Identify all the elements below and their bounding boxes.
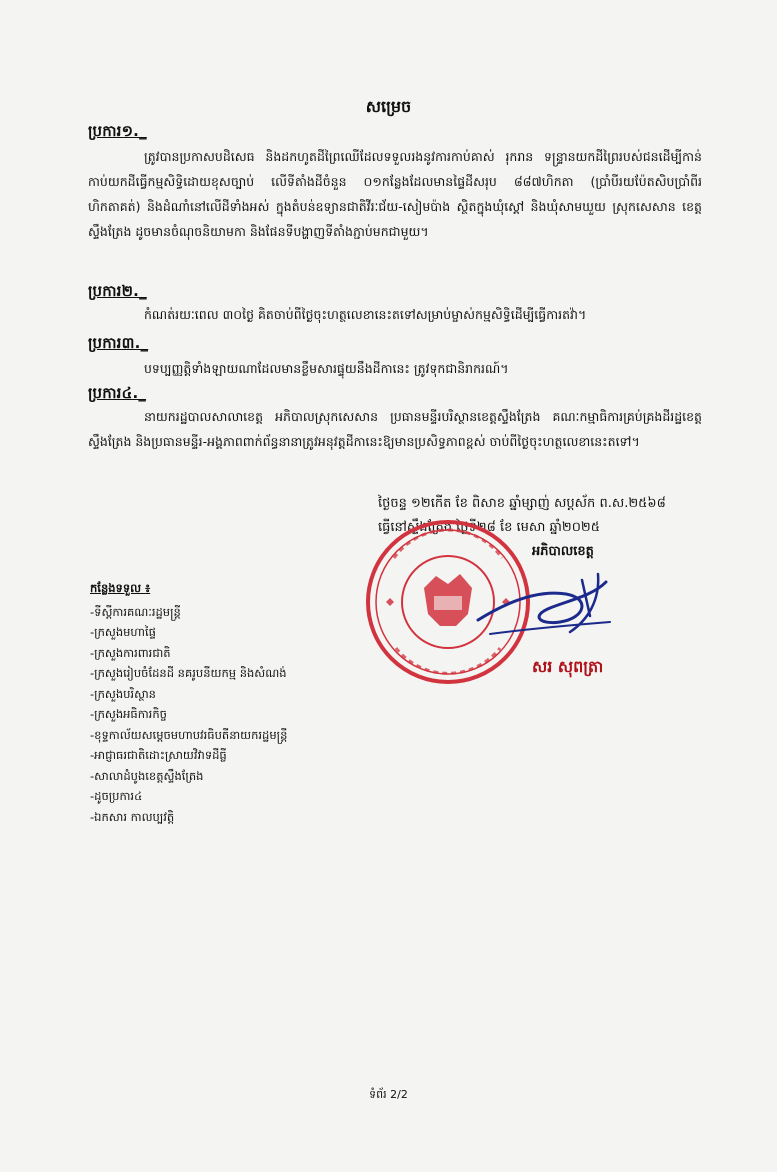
article-2-title: ប្រការ២._	[88, 282, 147, 300]
recipient-item: -ឯកសារ កាលប្បវត្តិ	[90, 809, 175, 824]
article-2-text: កំណត់រយៈពេល ៣០ថ្ងៃ គិតចាប់ពីថ្ងៃចុះហត្ថលេខានេះតទៅសម្រាប់ម្ចាស់កម្មសិទ្ធិដើម្បីធ្វើការតវ៉ា។	[144, 307, 587, 322]
recipient-item: -ក្រសួងមហាផ្ទៃ	[90, 625, 156, 639]
recipient-item: -ក្រសួងរៀបចំដែនដី នគរូបនីយកម្ម និងសំណង់	[90, 666, 287, 680]
recipient-item: -ខុទ្ទកាល័យសម្តេចមហាបវរធិបតីនាយករដ្ឋមន្ត្រី	[90, 727, 288, 742]
page-number: ទំព័រ 2/2	[369, 1088, 408, 1101]
recipient-item: -សាលាដំបូងខេត្តស្ទឹងត្រែង	[90, 768, 204, 783]
governor-title: អភិបាលខេត្ត	[532, 544, 594, 559]
decision-heading: សម្រេច	[365, 97, 412, 116]
recipient-item: -ក្រសួងការពារជាតិ	[90, 645, 171, 660]
article-1-text: ត្រូវបានប្រកាសបដិសេធ និងដកហូតដីព្រៃឈើដែលទទួលរងនូវការកាប់គាស់ រុករាន ទន្ទ្រានយកដីព្រៃរបស់ជនដើម្បីកាន់កាប់យកដីធ្វើកម្មសិទ្ធិដោយខុសច្បាប់ លើទីតាំងដីចំនួន ០១កន្លែងដែលមានផ្ទៃដីសរុប ៨៨៧ហិកតា (ប្រាំបីរយប៉ែតសិបប្រាំពីរហិកតាគត់) និងដំណាំនៅលើដីទាំងអស់ ក្នុងតំបន់ឧទ្យានជាតិវីរៈជ័យ-សៀមប៉ាង ស្ថិតក្នុងឃុំស្តៅ និងឃុំសាមឃួយ ស្រុកសេសាន ខេត្តស្ទឹងត្រែង ដូចមានចំណុចនិយាមកា និងផែនទីបង្ហាញទីតាំងភ្ជាប់មកជាមួយ។	[88, 149, 702, 239]
governor-signature	[470, 560, 620, 650]
recipients-list	[90, 578, 287, 827]
article-4-text: នាយករដ្ឋបាលសាលាខេត្ត អភិបាលស្រុកសេសាន ប្រធានមន្ទីរបរិស្ថានខេត្តស្ទឹងត្រែង គណៈកម្មាធិការគ្រប់គ្រងដីរដ្ឋខេត្តស្ទឹងត្រែង និងប្រធានមន្ទីរ-អង្គភាពពាក់ព័ន្ធនានាត្រូវអនុវត្តដីកានេះឱ្យមានប្រសិទ្ធភាពខ្ពស់ ចាប់ពីថ្ងៃចុះហត្ថលេខានេះតទៅ។	[88, 409, 702, 449]
article-1-title: ប្រការ១._	[88, 122, 147, 140]
article-4-title: ប្រការ៤._	[88, 384, 147, 402]
recipient-item: -ក្រសួងបរិស្ថាន	[90, 686, 156, 701]
recipient-item: -ដូចប្រការ៤	[90, 789, 143, 803]
article-3-text: បទប្បញ្ញត្តិទាំងឡាយណាដែលមានខ្លឹមសារផ្ទុយនឹងដីកានេះ ត្រូវទុកជានិរាករណ៍។	[144, 361, 509, 376]
recipient-item: -ទីស្តីការគណៈរដ្ឋមន្ត្រី	[90, 604, 181, 619]
date-solar: ធ្វើនៅស្ទឹងត្រែង ថ្ងៃទី២៨ ខែ មេសា ឆ្នាំ២០២៥	[378, 520, 600, 535]
signer-name: សរ សុពត្រា	[532, 657, 604, 676]
recipient-item: -អាជ្ញាធរជាតិដោះស្រាយវិវាទដីធ្លី	[90, 748, 227, 762]
recipients-heading: កន្លែងទទួល ៖	[90, 581, 151, 595]
article-3-title: ប្រការ៣._	[88, 334, 149, 352]
date-lunar: ថ្ងៃចន្ទ ១២កើត ខែ ពិសាខ ឆ្នាំម្សាញ់ សប្តស័ក ព.ស.២៥៦៨	[378, 496, 666, 511]
recipient-item: -ក្រសួងអធិការកិច្ច	[90, 707, 167, 721]
